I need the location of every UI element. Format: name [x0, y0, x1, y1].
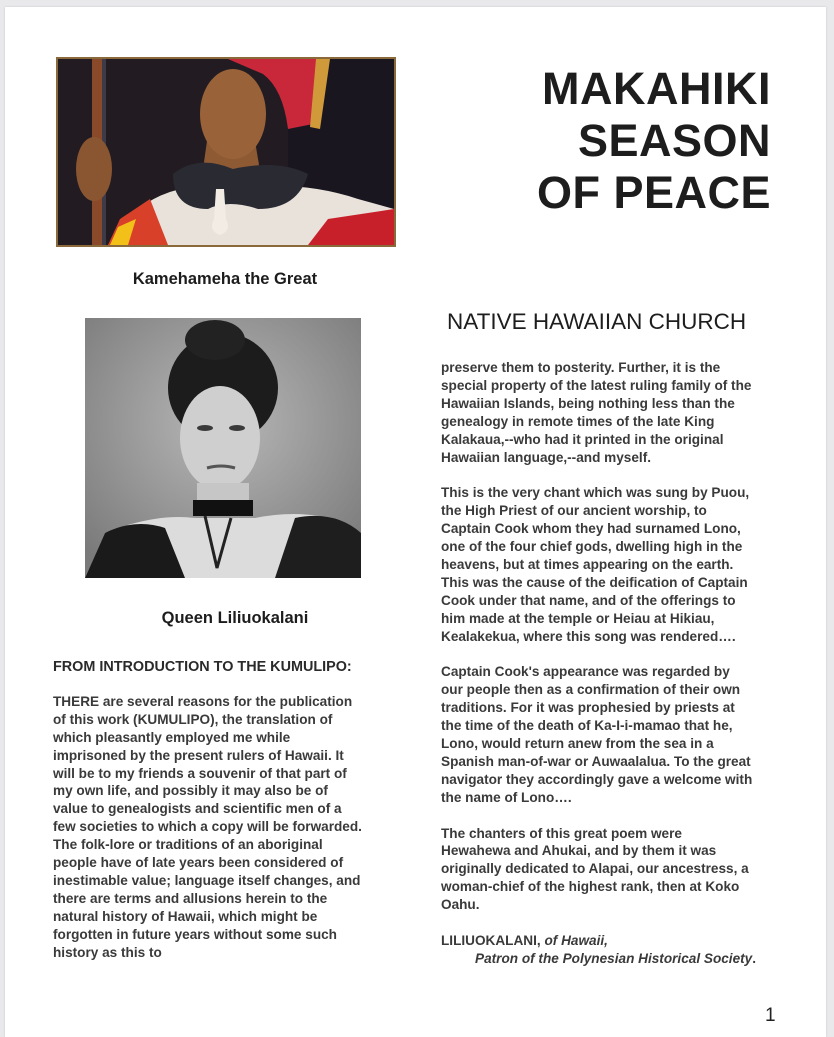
text-line: navigator they accordingly gave a welcome with	[441, 771, 753, 787]
church-subtitle: NATIVE HAWAIIAN CHURCH	[447, 309, 747, 334]
text-line: This was the cause of the deification of Captain	[441, 574, 748, 590]
text-line: the name of Lono….	[441, 789, 572, 805]
text-line: This is the very chant which was sung by Puou,	[441, 485, 750, 501]
painting-caption: Kamehameha the Great	[132, 270, 318, 288]
text-line: will be to my friends a souvenir of that part of	[53, 765, 347, 781]
signature-name-line	[441, 932, 801, 950]
document-page	[5, 7, 826, 1037]
signature-block	[441, 932, 801, 968]
text-line: Captain Cook's appearance was regarded by	[441, 664, 730, 680]
section-heading: FROM INTRODUCTION TO THE KUMULIPO:	[53, 659, 352, 675]
text-line: people have of late years been considered of	[53, 855, 344, 871]
painting-image	[58, 59, 394, 245]
text-line: my own life, and possibly it may also be of	[53, 783, 328, 799]
text-line: the High Priest of our ancient worship, to	[441, 503, 707, 519]
liliuokalani-photo	[85, 318, 361, 578]
text-line: THERE are several reasons for the publication	[53, 693, 353, 709]
text-line: traditions. For it was prophesied by priests at	[441, 700, 735, 716]
text-line: Hawaiian language,--and myself.	[441, 449, 651, 465]
signature-title-line	[441, 950, 801, 968]
photo-caption: Queen Liliuokalani	[161, 609, 309, 627]
right-column	[441, 359, 801, 968]
text-line: him made at the temple or Heiau at Hikiau,	[441, 610, 715, 626]
text-line: Oahu.	[441, 897, 480, 913]
text-line: Kealakekua, where this song was rendered….	[441, 628, 736, 644]
title-line: OF PEACE	[536, 167, 771, 218]
text-line: Captain Cook whom they had surnamed Lono,	[441, 521, 741, 537]
paragraph-captain-cook	[441, 663, 801, 806]
photo-image	[85, 318, 361, 578]
text-line: woman-chief of the highest rank, then at Koko	[441, 879, 740, 895]
paragraph-chanters	[441, 825, 801, 915]
text-line: the time of the death of Ka-I-i-mamao that he,	[441, 718, 733, 734]
text-line: history as this to	[53, 944, 162, 960]
text-line: Hawaiian Islands, being nothing less than the	[441, 395, 735, 411]
text-line: inestimable value; language itself changes, and	[53, 872, 361, 888]
text-line: imprisoned by the present rulers of Hawaii. It	[53, 747, 344, 763]
paragraph-chant	[441, 484, 801, 645]
signature-place: of Hawaii,	[544, 932, 608, 948]
text-line: The chanters of this great poem were	[441, 825, 682, 841]
text-line: heavens, but at times appearing on the earth.	[441, 556, 734, 572]
text-line: The folk-lore or traditions of an aboriginal	[53, 837, 323, 853]
text-line: genealogy in remote times of the late King	[441, 413, 715, 429]
text-line: Hewahewa and Ahukai, and by them it was	[441, 843, 717, 859]
text-line: few societies to which a copy will be forwarded.	[53, 819, 362, 835]
text-line: one of the four chief gods, dwelling high in the	[441, 539, 743, 555]
text-line: which pleasantly employed me while	[53, 729, 291, 745]
text-line: value to genealogists and scientific men of a	[53, 801, 342, 817]
text-line: special property of the latest ruling family of the	[441, 377, 752, 393]
text-line: originally dedicated to Alapai, our ancestress, a	[441, 861, 749, 877]
left-column	[53, 659, 398, 962]
kamehameha-painting	[56, 57, 396, 247]
text-line: natural history of Hawaii, which might be	[53, 908, 318, 924]
text-line: there are terms and allusions herein to the	[53, 890, 328, 906]
text-line: our people then as a confirmation of their own	[441, 682, 741, 698]
title-line: SEASON	[577, 115, 771, 166]
text-line: of this work (KUMULIPO), the translation of	[53, 711, 333, 727]
signature-title: Patron of the Polynesian Historical Society	[475, 950, 753, 966]
text-line: Lono, would return anew from the sea in a	[441, 736, 714, 751]
signature-period: .	[752, 950, 757, 966]
text-line: Cook under that name, and of the offerings to	[441, 592, 736, 608]
text-line: forgotten in future years without some such	[53, 926, 337, 942]
title-line: MAKAHIKI	[542, 63, 771, 114]
page-number: 1	[765, 1005, 776, 1026]
intro-paragraph	[53, 693, 398, 962]
page-title	[537, 63, 771, 219]
signature-name: LILIUOKALANI,	[441, 932, 541, 948]
paragraph-posterity	[441, 359, 801, 466]
text-line: preserve them to posterity. Further, it is the	[441, 360, 721, 375]
text-line: Kalakaua,--who had it printed in the original	[441, 431, 724, 447]
text-line: Spanish man-of-war or Auwaalalua. To the great	[441, 753, 751, 769]
